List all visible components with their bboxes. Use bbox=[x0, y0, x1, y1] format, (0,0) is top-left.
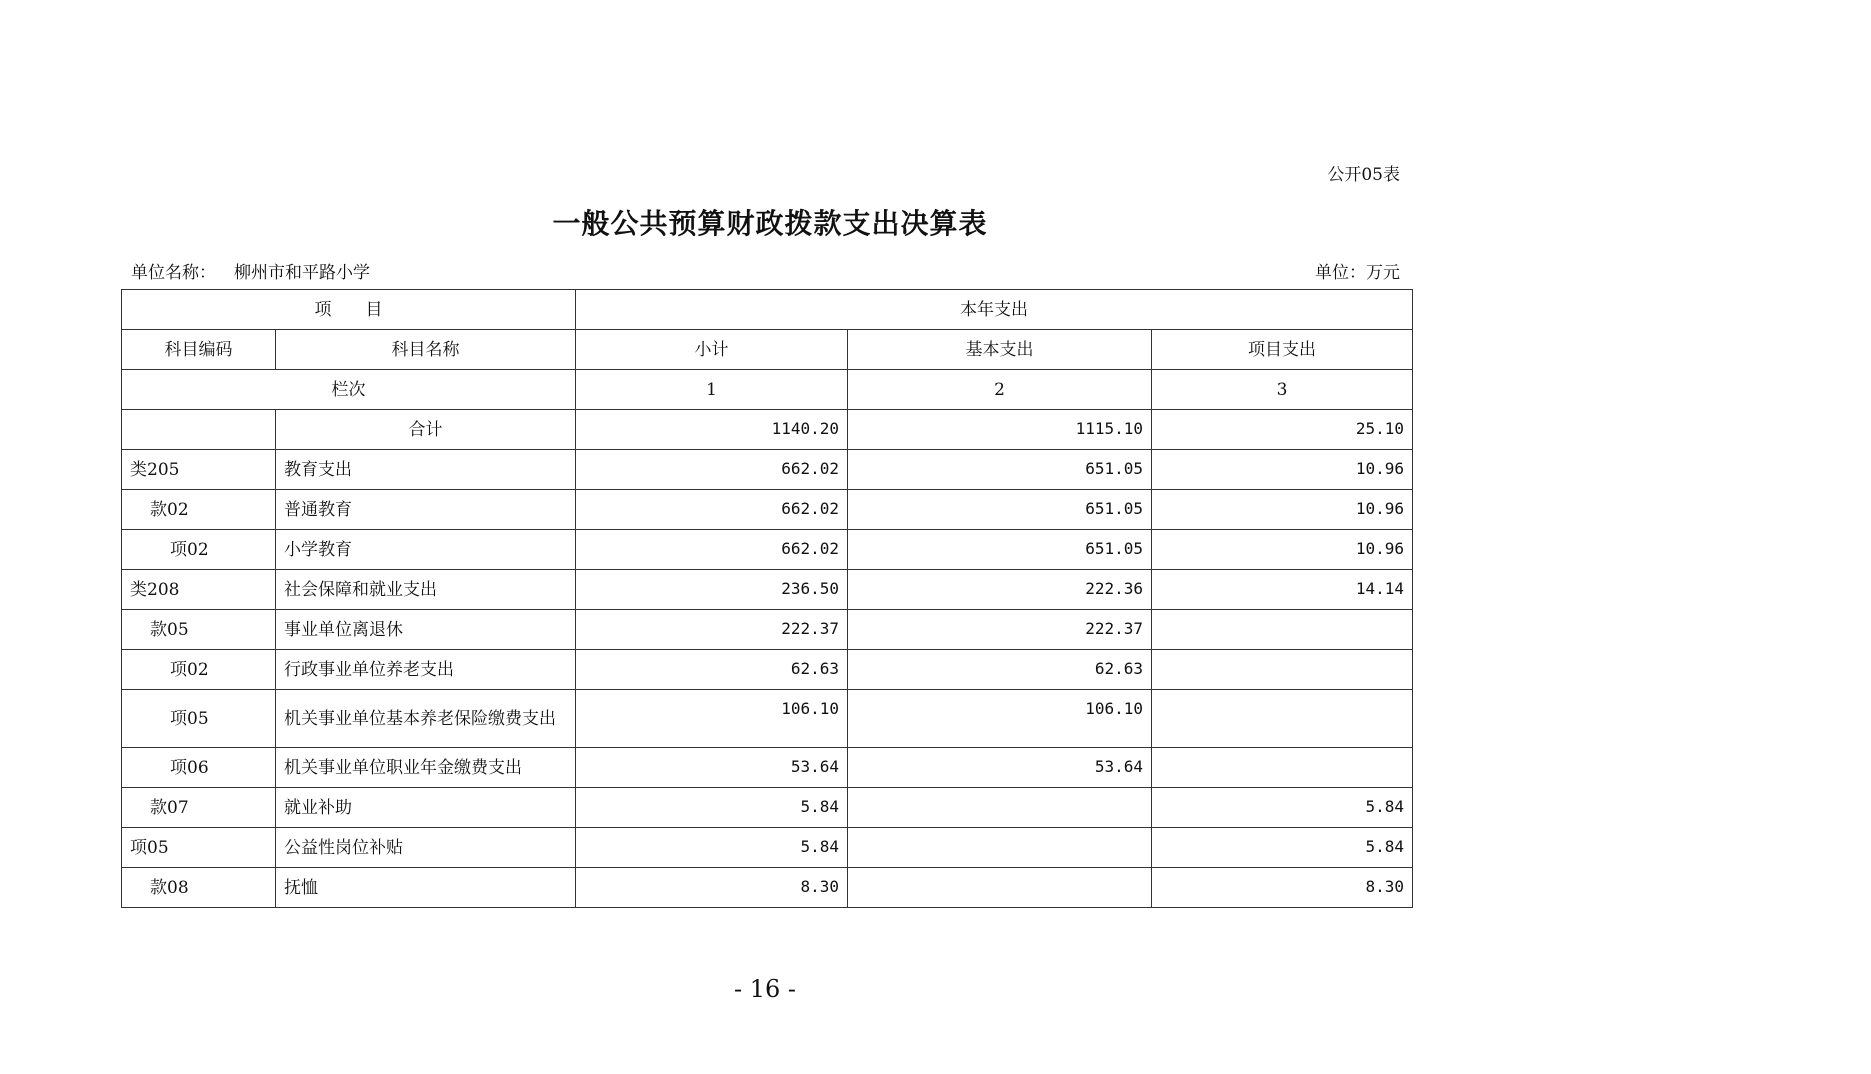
row-code: 款02 bbox=[122, 490, 276, 530]
row-subtotal: 236.50 bbox=[576, 570, 848, 610]
table-row bbox=[122, 490, 1413, 530]
table-row bbox=[122, 748, 1413, 788]
row-project bbox=[1152, 748, 1413, 788]
row-name: 教育支出 bbox=[276, 450, 576, 490]
table-row bbox=[122, 690, 1413, 748]
table-row bbox=[122, 450, 1413, 490]
row-basic: 651.05 bbox=[848, 450, 1152, 490]
column-index-label: 栏次 bbox=[122, 370, 576, 410]
row-project: 10.96 bbox=[1152, 530, 1413, 570]
row-name: 社会保障和就业支出 bbox=[276, 570, 576, 610]
total-project: 25.10 bbox=[1152, 410, 1413, 450]
row-subtotal: 662.02 bbox=[576, 530, 848, 570]
currency-unit: 单位：万元 bbox=[1315, 263, 1400, 283]
row-name: 机关事业单位基本养老保险缴费支出 bbox=[276, 690, 576, 748]
row-project: 5.84 bbox=[1152, 788, 1413, 828]
row-basic bbox=[848, 868, 1152, 908]
header-code: 科目编码 bbox=[122, 330, 276, 370]
row-subtotal: 662.02 bbox=[576, 450, 848, 490]
row-basic: 222.37 bbox=[848, 610, 1152, 650]
row-subtotal: 53.64 bbox=[576, 748, 848, 788]
total-subtotal: 1140.20 bbox=[576, 410, 848, 450]
row-code: 项05 bbox=[122, 690, 276, 748]
row-name: 普通教育 bbox=[276, 490, 576, 530]
row-basic: 53.64 bbox=[848, 748, 1152, 788]
row-subtotal: 5.84 bbox=[576, 828, 848, 868]
row-code: 款08 bbox=[122, 868, 276, 908]
row-project bbox=[1152, 650, 1413, 690]
row-basic bbox=[848, 828, 1152, 868]
column-index-1: 1 bbox=[576, 370, 848, 410]
table-row bbox=[122, 788, 1413, 828]
row-code: 项06 bbox=[122, 748, 276, 788]
row-code: 款05 bbox=[122, 610, 276, 650]
table-row bbox=[122, 828, 1413, 868]
header-current-year: 本年支出 bbox=[576, 290, 1413, 330]
row-project bbox=[1152, 690, 1413, 748]
row-subtotal: 5.84 bbox=[576, 788, 848, 828]
table-row bbox=[122, 530, 1413, 570]
header-row-2 bbox=[122, 330, 1413, 370]
row-code: 类208 bbox=[122, 570, 276, 610]
row-subtotal: 106.10 bbox=[576, 690, 848, 748]
row-code: 项02 bbox=[122, 530, 276, 570]
header-basic: 基本支出 bbox=[848, 330, 1152, 370]
total-basic: 1115.10 bbox=[848, 410, 1152, 450]
row-subtotal: 8.30 bbox=[576, 868, 848, 908]
row-basic bbox=[848, 788, 1152, 828]
header-row-1 bbox=[122, 290, 1413, 330]
page-title: 一般公共预算财政拨款支出决算表 bbox=[552, 207, 988, 240]
expenditure-table bbox=[121, 289, 1413, 908]
row-project: 10.96 bbox=[1152, 490, 1413, 530]
header-item: 项 目 bbox=[122, 290, 576, 330]
table-row bbox=[122, 868, 1413, 908]
row-code: 项02 bbox=[122, 650, 276, 690]
row-basic: 222.36 bbox=[848, 570, 1152, 610]
total-row bbox=[122, 410, 1413, 450]
row-project: 14.14 bbox=[1152, 570, 1413, 610]
header-project: 项目支出 bbox=[1152, 330, 1413, 370]
row-project bbox=[1152, 610, 1413, 650]
column-index-2: 2 bbox=[848, 370, 1152, 410]
row-project: 10.96 bbox=[1152, 450, 1413, 490]
row-basic: 651.05 bbox=[848, 530, 1152, 570]
row-project: 5.84 bbox=[1152, 828, 1413, 868]
table-row bbox=[122, 570, 1413, 610]
row-project: 8.30 bbox=[1152, 868, 1413, 908]
row-basic: 651.05 bbox=[848, 490, 1152, 530]
form-number: 公开05表 bbox=[1327, 165, 1400, 185]
unit-name-line bbox=[131, 258, 370, 283]
row-code: 项05 bbox=[122, 828, 276, 868]
row-name: 小学教育 bbox=[276, 530, 576, 570]
unit-name-label: 单位名称： bbox=[131, 263, 216, 283]
row-name: 公益性岗位补贴 bbox=[276, 828, 576, 868]
row-basic: 62.63 bbox=[848, 650, 1152, 690]
row-name: 行政事业单位养老支出 bbox=[276, 650, 576, 690]
unit-name-value: 柳州市和平路小学 bbox=[234, 263, 370, 283]
table-row bbox=[122, 610, 1413, 650]
row-name: 事业单位离退休 bbox=[276, 610, 576, 650]
table-row bbox=[122, 650, 1413, 690]
total-code-cell bbox=[122, 410, 276, 450]
row-code: 款07 bbox=[122, 788, 276, 828]
row-subtotal: 662.02 bbox=[576, 490, 848, 530]
header-name: 科目名称 bbox=[276, 330, 576, 370]
row-code: 类205 bbox=[122, 450, 276, 490]
row-name: 就业补助 bbox=[276, 788, 576, 828]
column-index-3: 3 bbox=[1152, 370, 1413, 410]
row-name: 机关事业单位职业年金缴费支出 bbox=[276, 748, 576, 788]
row-basic: 106.10 bbox=[848, 690, 1152, 748]
page-number: - 16 - bbox=[733, 975, 796, 1003]
row-subtotal: 62.63 bbox=[576, 650, 848, 690]
total-label: 合计 bbox=[276, 410, 576, 450]
header-subtotal: 小计 bbox=[576, 330, 848, 370]
row-subtotal: 222.37 bbox=[576, 610, 848, 650]
row-name: 抚恤 bbox=[276, 868, 576, 908]
column-index-row bbox=[122, 370, 1413, 410]
